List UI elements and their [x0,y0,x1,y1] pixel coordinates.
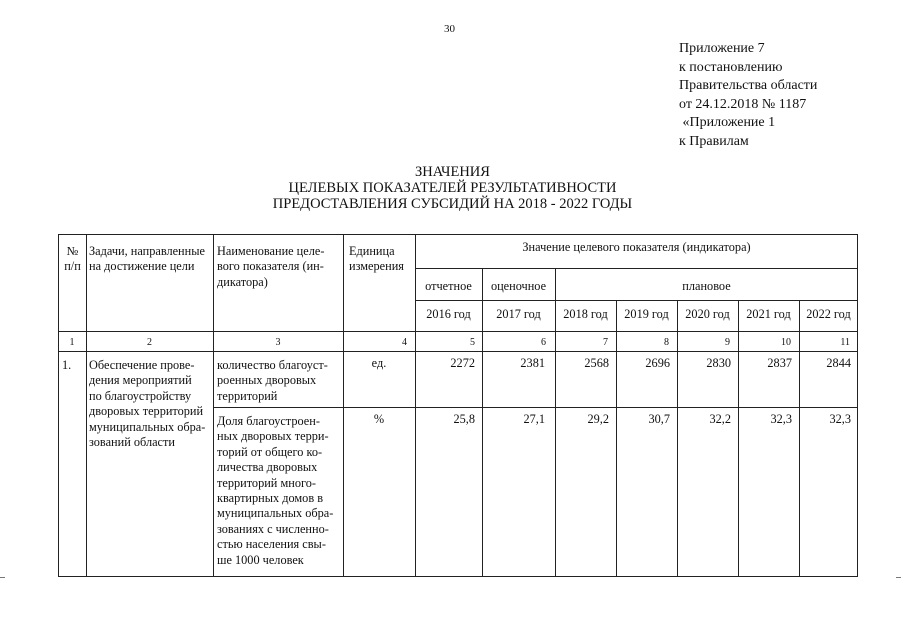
title-line: ЦЕЛЕВЫХ ПОКАЗАТЕЛЕЙ РЕЗУЛЬТАТИВНОСТИ [288,180,617,196]
header-year: 2020 год [685,307,730,321]
header-tasks: Задачи, направленные на достижение цели [89,244,205,274]
column-number: 11 [840,337,850,348]
table-border-top [58,234,858,235]
indicators-table [58,234,858,577]
indicator-value: 2272 [450,356,475,370]
indicator-value: 30,7 [648,412,670,426]
indicator-value: 32,3 [770,412,792,426]
appendix-line: к Правилам [679,133,749,149]
indicator-value: 2568 [584,356,609,370]
appendix-line: Правительства области [679,78,818,94]
header-year: 2021 год [746,307,791,321]
indicator-value: 29,2 [587,412,609,426]
indicator-name: Доля благоустроен- ных дворовых терри- торий от общего ко- личества дворовых территорий много- квартирных домов в муниципальных обра- зованиях с численно- стью населения свы- ше 1000 человек [217,414,334,567]
header-reporting: отчетное [425,279,472,293]
appendix-line: к постановлению [679,59,783,75]
document-title [0,164,905,212]
indicator-value: 2696 [645,356,670,370]
column-number: 1 [69,337,75,348]
task-text: Обеспечение прове- дения мероприятий по благоустройству дворовых территорий муниципальных обра- зований области [89,358,206,450]
header-year: 2016 год [426,307,471,321]
header-year: 2022 год [806,307,851,321]
table-border-left [58,234,59,577]
indicator-value: 32,3 [829,412,851,426]
header-year: 2019 год [624,307,669,321]
header-number: № п/п [64,244,81,274]
appendix-line: от 24.12.2018 № 1187 [679,96,807,112]
column-number: 5 [470,337,475,348]
table-rule [213,234,214,577]
indicator-unit: % [373,412,385,426]
indicator-value: 2844 [826,356,851,370]
indicator-value: 2830 [706,356,731,370]
column-number: 3 [275,337,281,348]
header-year: 2018 год [563,307,608,321]
table-rule [86,234,87,577]
row-number: 1. [62,358,72,372]
indicator-value: 32,2 [709,412,731,426]
header-unit: Единица измерения [349,244,404,274]
table-rule [343,234,344,577]
title-line: ПРЕДОСТАВЛЕНИЯ СУБСИДИЙ НА 2018 - 2022 ГОДЫ [272,196,633,212]
scan-edge-mark [896,577,901,578]
column-number: 4 [402,337,407,348]
column-number: 8 [664,337,669,348]
indicator-name: количество благоуст- роенных дворовых территорий [217,358,328,403]
column-number: 2 [147,337,152,348]
column-number: 7 [603,337,608,348]
indicator-value: 27,1 [523,412,545,426]
column-number: 10 [781,337,791,348]
indicator-unit: ед. [371,356,387,370]
header-indicator: Наименование целе- вого показателя (ин- дикатора) [217,244,325,289]
header-estimated: оценочное [490,279,547,293]
appendix-line: Приложение 7 [679,41,765,56]
scan-edge-mark [0,577,5,578]
header-year: 2017 год [496,307,541,321]
header-value-group: Значение целевого показателя (индикатора) [522,240,751,254]
column-number: 6 [541,337,546,348]
indicator-value: 2381 [520,356,545,370]
table-rule [213,407,858,408]
appendix-line: «Приложение 1 [679,115,776,131]
indicator-value: 25,8 [453,412,475,426]
page-number: 30 [444,23,455,35]
column-number: 9 [725,337,730,348]
title-line: ЗНАЧЕНИЯ [415,164,490,180]
indicator-value: 2837 [767,356,792,370]
appendix-note [679,40,817,152]
header-planned: плановое [682,279,731,293]
